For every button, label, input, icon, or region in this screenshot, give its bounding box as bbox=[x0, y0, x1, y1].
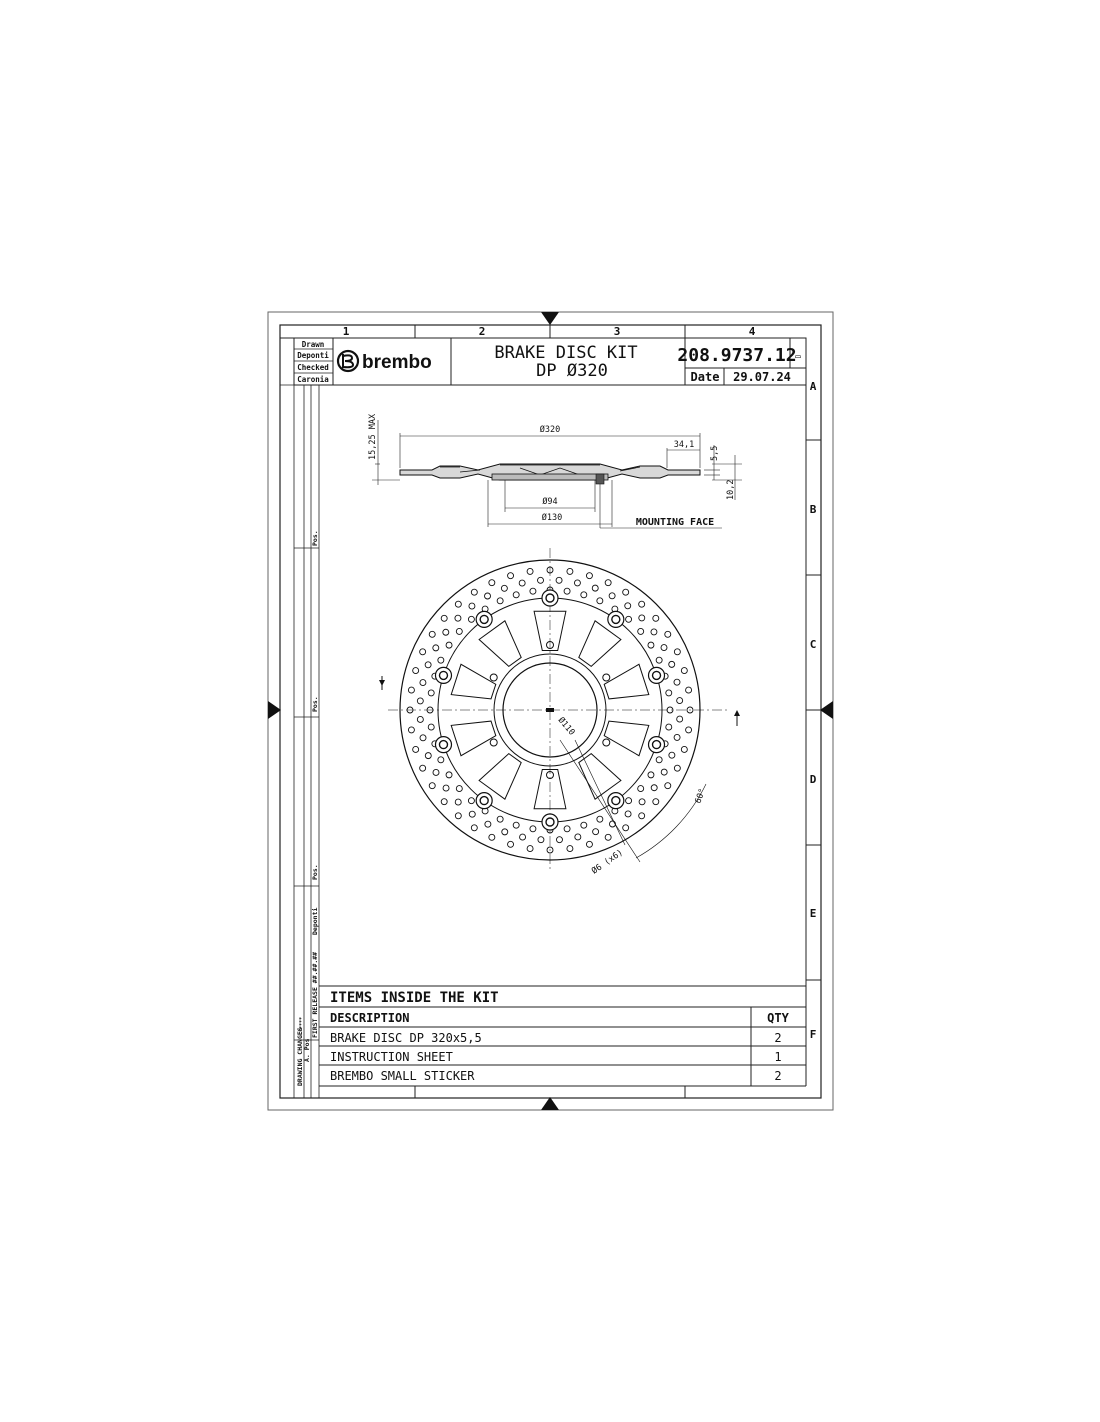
drilled-hole bbox=[513, 822, 519, 828]
drilled-hole bbox=[508, 573, 514, 579]
drilled-hole bbox=[485, 593, 491, 599]
drilled-hole bbox=[609, 593, 615, 599]
drilled-hole bbox=[413, 746, 419, 752]
release-note: FIRST RELEASE ##.##.## bbox=[311, 951, 319, 1038]
item-1-qty: 2 bbox=[774, 1031, 782, 1045]
drilled-hole bbox=[468, 616, 474, 622]
revision-strip-text bbox=[296, 530, 319, 1086]
stars-1: ***** bbox=[299, 1016, 305, 1032]
zone-row-a: A bbox=[809, 380, 817, 393]
drilled-hole bbox=[648, 642, 654, 648]
float-button bbox=[649, 737, 665, 753]
drilled-hole bbox=[581, 822, 587, 828]
drilled-hole bbox=[686, 727, 692, 733]
drilled-hole bbox=[674, 734, 680, 740]
zone-row-f: F bbox=[809, 1028, 817, 1041]
item-3-description: BREMBO SMALL STICKER bbox=[330, 1069, 475, 1083]
float-button bbox=[435, 737, 451, 753]
zone-col-2: 2 bbox=[478, 325, 486, 338]
drilled-hole bbox=[661, 769, 667, 775]
drilled-hole bbox=[648, 772, 654, 778]
drilled-hole bbox=[446, 772, 452, 778]
drilled-hole bbox=[438, 757, 444, 763]
drilled-hole bbox=[677, 716, 683, 722]
drilled-hole bbox=[527, 568, 533, 574]
drilled-hole bbox=[489, 580, 495, 586]
drilled-hole bbox=[564, 588, 570, 594]
title-block bbox=[294, 338, 806, 385]
drilled-hole bbox=[626, 798, 632, 804]
drilled-hole bbox=[413, 668, 419, 674]
title-line-1: BRAKE DISC KIT bbox=[494, 343, 638, 363]
drilled-hole bbox=[574, 580, 580, 586]
zone-row-d: D bbox=[809, 773, 817, 786]
drilled-hole bbox=[674, 649, 680, 655]
drilled-hole bbox=[665, 783, 671, 789]
bolt-hole bbox=[490, 674, 497, 681]
drilled-hole bbox=[502, 829, 508, 835]
drilled-hole bbox=[586, 573, 592, 579]
dim-angle: 60° bbox=[693, 787, 709, 806]
bolt-hole bbox=[603, 739, 610, 746]
drilled-hole bbox=[519, 580, 525, 586]
drilled-hole bbox=[469, 811, 475, 817]
item-2-description: INSTRUCTION SHEET bbox=[330, 1050, 453, 1064]
bolt-hole bbox=[490, 739, 497, 746]
drilled-hole bbox=[471, 825, 477, 831]
drilled-hole bbox=[592, 585, 598, 591]
drilled-hole bbox=[428, 690, 434, 696]
drilled-hole bbox=[471, 589, 477, 595]
drilled-hole bbox=[623, 825, 629, 831]
drilled-hole bbox=[417, 698, 423, 704]
drilled-hole bbox=[666, 724, 672, 730]
float-button bbox=[435, 667, 451, 683]
drilled-hole bbox=[456, 628, 462, 634]
drilled-hole bbox=[581, 592, 587, 598]
item-2-qty: 1 bbox=[774, 1050, 782, 1064]
sign-checked-name: Caronia bbox=[297, 375, 329, 384]
drilled-hole bbox=[639, 813, 645, 819]
drilled-hole bbox=[605, 834, 611, 840]
dim-depth: 10,2 bbox=[726, 479, 736, 500]
zone-col-1: 1 bbox=[342, 325, 350, 338]
col-description: DESCRIPTION bbox=[330, 1011, 410, 1025]
drilled-hole bbox=[538, 837, 544, 843]
drilled-hole bbox=[681, 668, 687, 674]
drilled-hole bbox=[638, 628, 644, 634]
date-value: 29.07.24 bbox=[733, 370, 791, 384]
drilled-hole bbox=[468, 798, 474, 804]
drilled-hole bbox=[469, 603, 475, 609]
drilled-hole bbox=[441, 615, 447, 621]
drilled-hole bbox=[575, 834, 581, 840]
drilled-hole bbox=[455, 799, 461, 805]
sign-checked-label: Checked bbox=[297, 363, 329, 372]
drilled-hole bbox=[669, 752, 675, 758]
sheet-mark: ▭ bbox=[795, 352, 801, 362]
part-number: 208.9737.12 bbox=[677, 345, 797, 366]
drilled-hole bbox=[639, 799, 645, 805]
float-button bbox=[476, 611, 492, 627]
items-heading: ITEMS INSIDE THE KIT bbox=[330, 990, 499, 1006]
float-button bbox=[608, 793, 624, 809]
drilled-hole bbox=[408, 687, 414, 693]
drilled-hole bbox=[674, 765, 680, 771]
drilled-hole bbox=[520, 834, 526, 840]
drilled-hole bbox=[527, 846, 533, 852]
drilled-hole bbox=[438, 657, 444, 663]
dim-pilot-diameter: Ø110 bbox=[555, 715, 577, 738]
carrier-window bbox=[604, 664, 649, 699]
drilled-hole bbox=[597, 816, 603, 822]
drilled-hole bbox=[556, 577, 562, 583]
float-button bbox=[649, 667, 665, 683]
brand-name: brembo bbox=[362, 352, 432, 373]
drilled-hole bbox=[420, 649, 426, 655]
carrier-window bbox=[451, 721, 496, 756]
pos-label-1: Pos. bbox=[311, 530, 319, 546]
drilled-hole bbox=[651, 629, 657, 635]
drilled-hole bbox=[433, 769, 439, 775]
drilled-hole bbox=[408, 727, 414, 733]
drilled-hole bbox=[508, 841, 514, 847]
zone-row-b: B bbox=[809, 503, 817, 516]
carrier-window bbox=[451, 664, 496, 699]
zone-col-4: 4 bbox=[748, 325, 756, 338]
date-label: Date bbox=[690, 370, 720, 384]
drilled-hole bbox=[586, 841, 592, 847]
drilled-hole bbox=[567, 846, 573, 852]
drilled-hole bbox=[597, 598, 603, 604]
drilled-hole bbox=[420, 735, 426, 741]
dim-outer-diameter: Ø320 bbox=[539, 425, 561, 435]
drilled-hole bbox=[530, 826, 536, 832]
float-button bbox=[608, 611, 624, 627]
drilled-hole bbox=[593, 829, 599, 835]
drilled-hole bbox=[420, 765, 426, 771]
drilled-hole bbox=[441, 799, 447, 805]
dim-bolt-circle: Ø130 bbox=[541, 513, 563, 523]
drilled-hole bbox=[605, 580, 611, 586]
drilled-hole bbox=[428, 724, 434, 730]
dim-inner-diameter: Ø94 bbox=[542, 497, 558, 507]
drilled-hole bbox=[425, 662, 431, 668]
carrier-window bbox=[604, 721, 649, 756]
bolt-hole bbox=[603, 674, 610, 681]
sign-drawn-label: Drawn bbox=[301, 340, 325, 349]
a-pos-label: A. Pos bbox=[303, 1038, 311, 1062]
drilled-hole bbox=[446, 642, 452, 648]
item-3-qty: 2 bbox=[774, 1069, 782, 1083]
front-view-labels bbox=[556, 715, 708, 877]
drilled-hole bbox=[625, 603, 631, 609]
drilled-hole bbox=[455, 615, 461, 621]
dim-thickness-max: 15,25 MAX bbox=[368, 413, 378, 460]
drilled-hole bbox=[674, 679, 680, 685]
drilled-hole bbox=[455, 601, 461, 607]
drilled-hole bbox=[653, 799, 659, 805]
drawing-changes-label: DRAWING CHANGES bbox=[296, 1027, 304, 1086]
drilled-hole bbox=[425, 753, 431, 759]
drilled-hole bbox=[626, 616, 632, 622]
drilled-hole bbox=[429, 783, 435, 789]
drilled-hole bbox=[681, 746, 687, 752]
drilled-hole bbox=[420, 680, 426, 686]
drilled-hole bbox=[686, 687, 692, 693]
sign-drawn-name: Deponti bbox=[297, 351, 329, 360]
zone-column-labels bbox=[343, 325, 756, 338]
drilled-hole bbox=[485, 821, 491, 827]
drilled-hole bbox=[489, 834, 495, 840]
float-button bbox=[476, 793, 492, 809]
drilled-hole bbox=[501, 585, 507, 591]
zone-row-e: E bbox=[809, 907, 817, 920]
drilled-hole bbox=[639, 601, 645, 607]
dim-offset: 34,1 bbox=[673, 440, 695, 450]
drilled-hole bbox=[638, 786, 644, 792]
mounting-face-label: MOUNTING FACE bbox=[635, 517, 715, 528]
dim-holes: Ø6 (x6) bbox=[589, 847, 626, 877]
brembo-logo bbox=[338, 351, 432, 373]
drilled-hole bbox=[497, 816, 503, 822]
drilled-hole bbox=[443, 785, 449, 791]
pos-label-2: Pos. bbox=[311, 696, 319, 712]
drilled-hole bbox=[443, 629, 449, 635]
drilled-hole bbox=[656, 757, 662, 763]
drilled-hole bbox=[665, 631, 671, 637]
drilled-hole bbox=[625, 811, 631, 817]
zone-row-c: C bbox=[809, 638, 817, 651]
drilled-hole bbox=[677, 698, 683, 704]
drilled-hole bbox=[417, 716, 423, 722]
front-view bbox=[379, 548, 740, 872]
drilled-hole bbox=[433, 645, 439, 651]
drilled-hole bbox=[651, 785, 657, 791]
drilled-hole bbox=[653, 615, 659, 621]
drilled-hole bbox=[556, 837, 562, 843]
approved-name: Deponti bbox=[311, 907, 319, 935]
items-table-text bbox=[330, 990, 790, 1083]
side-view bbox=[400, 464, 700, 484]
drilled-hole bbox=[666, 690, 672, 696]
drilled-hole bbox=[661, 645, 667, 651]
drilled-hole bbox=[456, 786, 462, 792]
drilled-hole bbox=[497, 598, 503, 604]
drilled-hole bbox=[623, 589, 629, 595]
dim-disc-thickness: 5,5 bbox=[710, 445, 720, 461]
pos-label-3: Pos. bbox=[311, 864, 319, 880]
drilled-hole bbox=[669, 661, 675, 667]
drilled-hole bbox=[564, 826, 570, 832]
drilled-hole bbox=[567, 568, 573, 574]
col-qty: QTY bbox=[767, 1011, 789, 1025]
title-line-2: DP Ø320 bbox=[536, 361, 608, 381]
drilled-hole bbox=[538, 577, 544, 583]
drilled-hole bbox=[429, 631, 435, 637]
item-1-description: BRAKE DISC DP 320x5,5 bbox=[330, 1031, 482, 1045]
float-button bbox=[542, 590, 558, 606]
float-button bbox=[542, 814, 558, 830]
drilled-hole bbox=[455, 813, 461, 819]
zone-col-3: 3 bbox=[613, 325, 621, 338]
drilled-hole bbox=[530, 588, 536, 594]
drilled-hole bbox=[656, 657, 662, 663]
drilled-hole bbox=[609, 821, 615, 827]
drilled-hole bbox=[513, 592, 519, 598]
drilled-hole bbox=[639, 615, 645, 621]
